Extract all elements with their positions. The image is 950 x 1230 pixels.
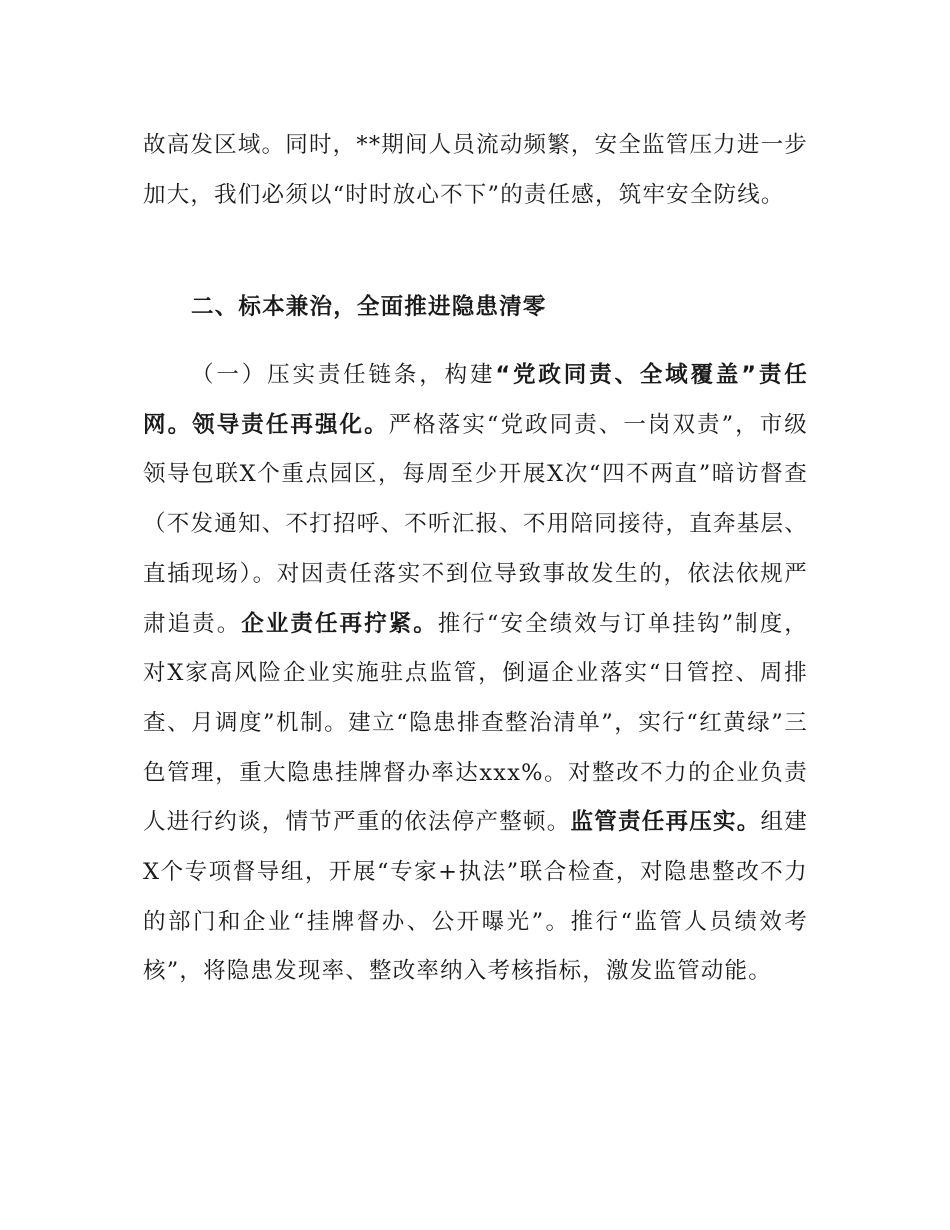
text-supervision: 组建X个专项督导组，开展“专家+执法”联合检查，对隐患整改不力的部门和企业“挂牌督办、公开曝光”。推行“监管人员绩效考核”，将隐患发现率、整改率纳入考核指标，激发监管动能。	[143, 809, 808, 985]
lead-supervision: 监管责任再压实。	[570, 809, 761, 836]
text-enterprise: 推行“安全绩效与订单挂钩”制度，对X家高风险企业实施驻点监管，倒逼企业落实“日管控、周排查、月调度”机制。建立“隐患排查整治清单”，实行“红黄绿”三色管理，重大隐患挂牌督办率达xxx%。对整改不力的企业负责人进行约谈，情节严重的依法停产整顿。	[143, 610, 808, 836]
section-heading: 二、标本兼治，全面推进隐患清零	[191, 294, 547, 320]
paragraph-responsibility	[143, 351, 808, 997]
paragraph-continued: 故高发区域。同时，**期间人员流动频繁，安全监管压力进一步加大，我们必须以“时时放心不下”的责任感，筑牢安全防线。	[143, 132, 808, 208]
subsection-number: （一）压实责任链条，构建	[191, 362, 496, 388]
lead-leadership: 领导责任再强化。	[192, 411, 389, 438]
lead-enterprise: 企业责任再拧紧。	[241, 610, 438, 637]
subsection-title: “党政同责、全域覆盖”责任网。	[143, 362, 808, 438]
text-leadership: 严格落实“党政同责、一岗双责”，市级领导包联X个重点园区，每周至少开展X次“四不两直”暗访督查（不发通知、不打招呼、不听汇报、不用陪同接待，直奔基层、直插现场）。对因责任落实不到位导致事故发生的，依法依规严肃追责。	[143, 411, 808, 637]
